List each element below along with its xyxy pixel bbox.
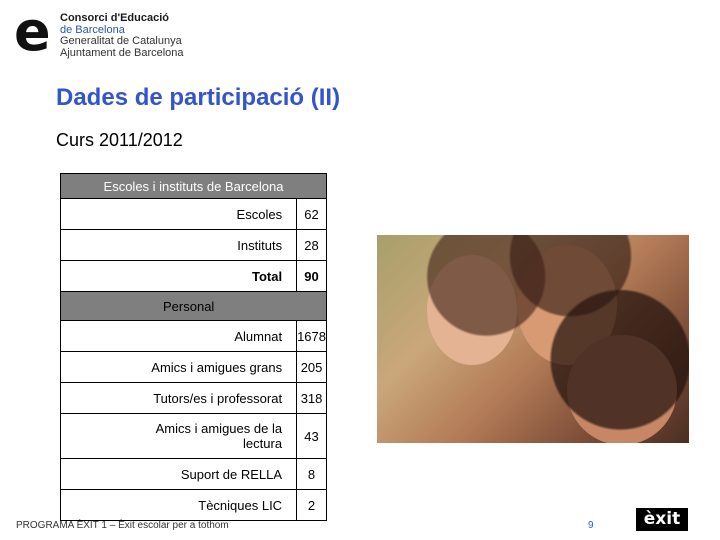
row-label: Tutors/es i professorat xyxy=(61,383,297,414)
logo-line-3: Generalitat de Catalunya xyxy=(60,35,182,47)
row-value: 43 xyxy=(297,414,327,459)
row-label: Tècniques LIC xyxy=(61,490,297,521)
total-label: Total xyxy=(61,261,297,292)
row-label: Amics i amigues de la lectura xyxy=(61,414,297,459)
row-label: Suport de RELLA xyxy=(61,459,297,490)
row-label: Alumnat xyxy=(61,321,297,352)
row-value: 318 xyxy=(297,383,327,414)
program-footer: PROGRAMA ÈXIT 1 – Èxit escolar per a tothom xyxy=(16,520,229,531)
row-value: 8 xyxy=(297,459,327,490)
page-number: 9 xyxy=(588,520,594,531)
table-row xyxy=(61,383,327,414)
personal-header: Personal xyxy=(61,292,327,321)
row-value: 28 xyxy=(297,230,327,261)
logo-line-4: Ajuntament de Barcelona xyxy=(60,46,184,59)
exit-logo: èxit xyxy=(636,508,688,531)
table-row xyxy=(61,414,327,459)
logo-line-1: Consorci d'Educació xyxy=(60,12,169,24)
table-row xyxy=(61,490,327,521)
logo-line-2: de Barcelona xyxy=(60,23,125,36)
row-value: 1678 xyxy=(297,321,327,352)
table-row xyxy=(61,199,327,230)
table-row-total xyxy=(61,261,327,292)
row-label: Instituts xyxy=(61,230,297,261)
row-value: 2 xyxy=(297,490,327,521)
table-row xyxy=(61,230,327,261)
row-label: Escoles xyxy=(61,199,297,230)
photo-hair xyxy=(377,235,689,443)
slide-title: Dades de participació (II) xyxy=(56,84,341,111)
logo-e-mark: e xyxy=(14,0,51,63)
table-row xyxy=(61,459,327,490)
table-row xyxy=(61,321,327,352)
row-label: Amics i amigues grans xyxy=(61,352,297,383)
table-header: Escoles i instituts de Barcelona xyxy=(61,174,327,199)
row-value: 205 xyxy=(297,352,327,383)
logo-text xyxy=(60,13,184,59)
students-photo xyxy=(377,235,689,443)
consorci-logo xyxy=(14,0,244,63)
row-value: 62 xyxy=(297,199,327,230)
slide-subtitle: Curs 2011/2012 xyxy=(56,130,183,150)
participation-table xyxy=(60,173,327,521)
table-row xyxy=(61,352,327,383)
total-value: 90 xyxy=(297,261,327,292)
